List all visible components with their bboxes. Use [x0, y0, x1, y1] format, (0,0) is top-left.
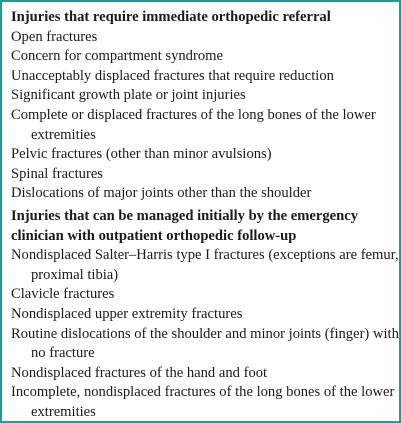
- list-item: Clavicle fractures: [11, 286, 115, 303]
- referral-table-content: [2, 2, 399, 422]
- list-item: Open fractures: [11, 28, 98, 45]
- list-item: Unacceptably displaced fractures that require reduction: [11, 67, 334, 84]
- list-item: Nondisplaced upper extremity fractures: [11, 305, 243, 322]
- list-item: Significant growth plate or joint injuries: [11, 87, 246, 104]
- list-item: Nondisplaced fractures of the hand and foot: [11, 364, 268, 381]
- list-item: Routine dislocations of the shoulder and minor joints (finger) with no fracture: [11, 325, 399, 362]
- section-title-immediate-referral: Injuries that require immediate orthopedic referral: [11, 9, 331, 25]
- list-item: Concern for compartment syndrome: [11, 48, 223, 65]
- list-item: Incomplete, nondisplaced fractures of the long bones of the lower extremities: [11, 384, 395, 420]
- list-item: Dislocations of major joints other than the shoulder: [11, 185, 312, 202]
- list-item: Spinal fractures: [11, 165, 103, 182]
- section-title-outpatient-followup: Injuries that can be managed initially by the emergency clinician with outpatient orthopedic follow-up: [11, 207, 358, 244]
- list-item: Nondisplaced Salter–Harris type I fractures (exceptions are femur, proximal tibia): [11, 247, 399, 283]
- list-item: Complete or displaced fractures of the long bones of the lower extremities: [11, 106, 376, 143]
- list-item: Pelvic fractures (other than minor avulsions): [11, 146, 272, 163]
